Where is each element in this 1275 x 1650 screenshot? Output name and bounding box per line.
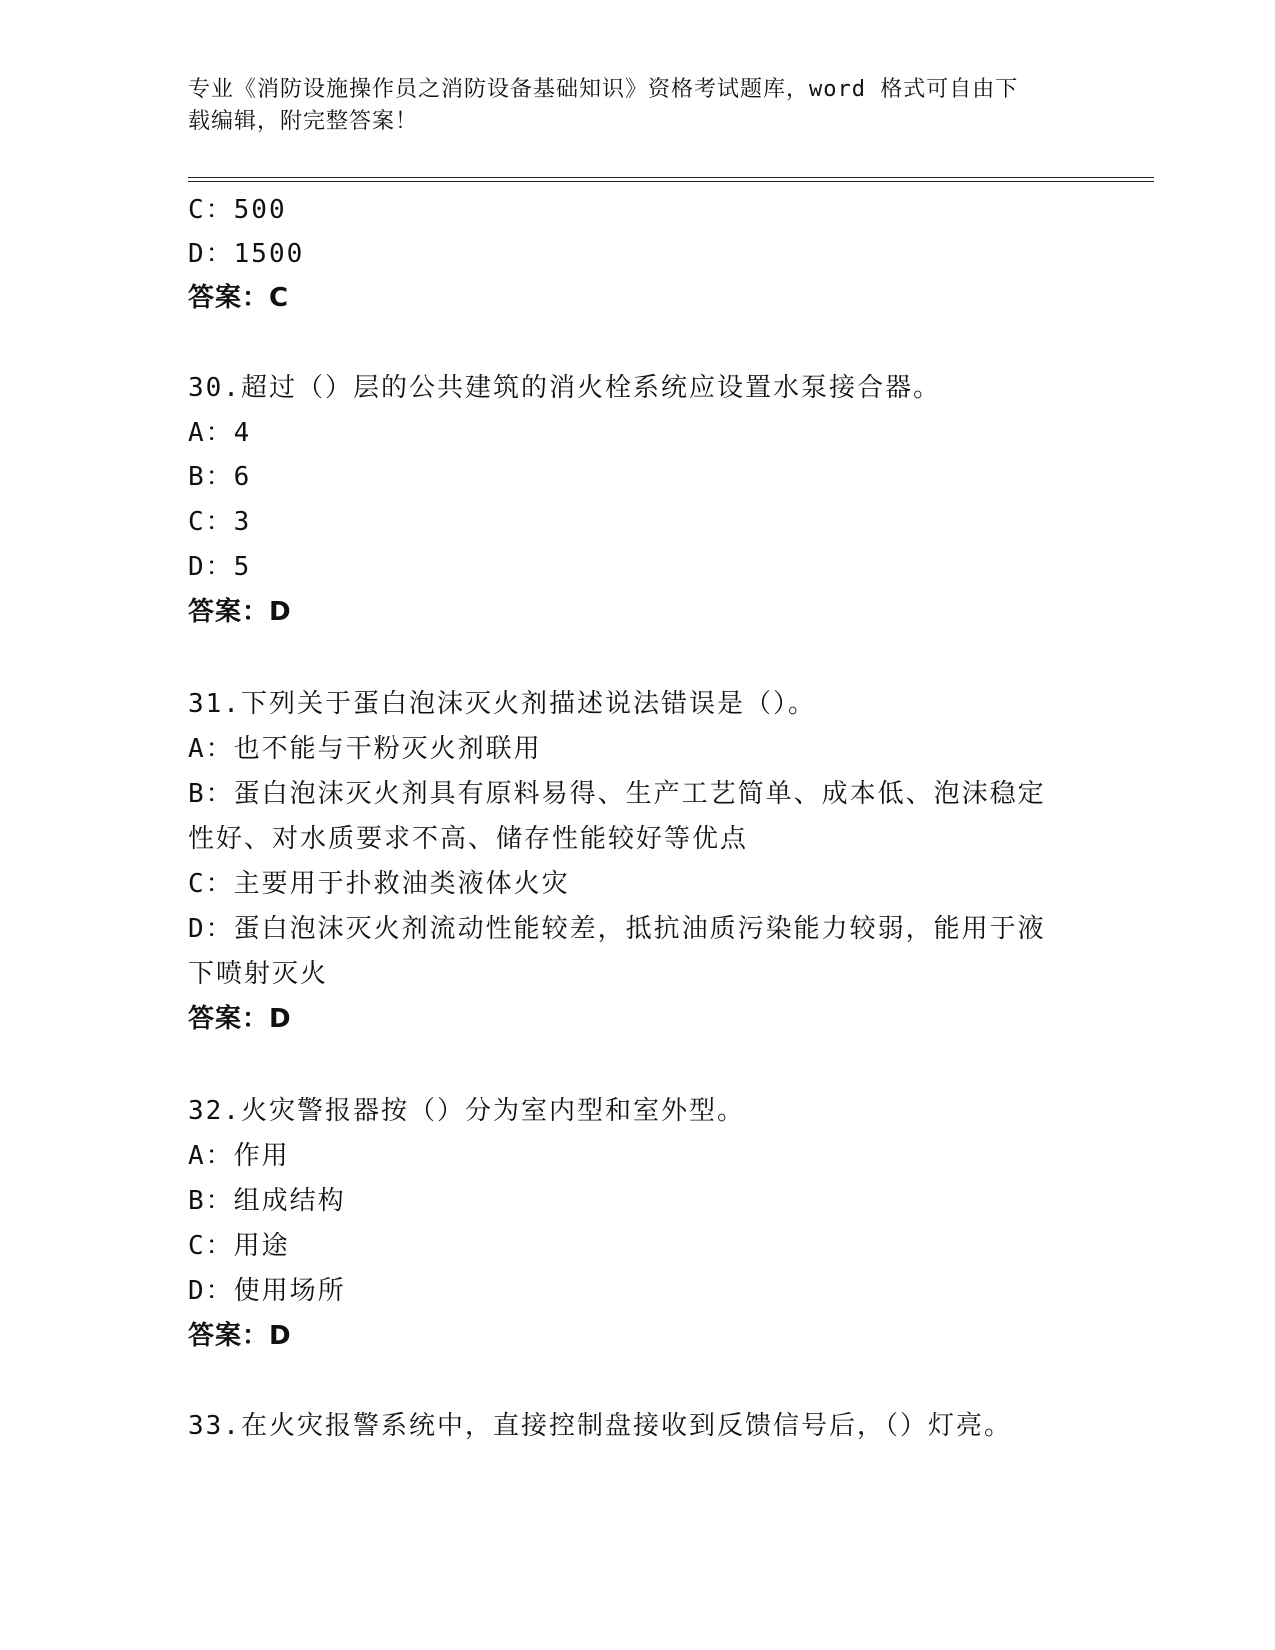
option-c: C：主要用于扑救油类液体火灾 <box>188 869 570 899</box>
option-a: A：也不能与干粉灭火剂联用 <box>188 734 542 764</box>
answer-label: 答案：D <box>188 1004 292 1034</box>
header-divider <box>188 177 1154 182</box>
question-stem: 32.火灾警报器按（）分为室内型和室外型。 <box>188 1096 745 1126</box>
question-stem: 33.在火灾报警系统中，直接控制盘接收到反馈信号后，（）灯亮。 <box>188 1411 1012 1441</box>
option-a: A：4 <box>188 418 252 448</box>
option-d-continued: 下喷射灭火 <box>188 959 329 989</box>
question-stem: 31.下列关于蛋白泡沫灭火剂描述说法错误是（）。 <box>188 689 816 719</box>
option-c: C：500 <box>188 195 287 225</box>
option-b-continued: 性好、对水质要求不高、储存性能较好等优点 <box>188 824 749 854</box>
answer-label: 答案：C <box>188 283 290 313</box>
option-d: D：5 <box>188 552 252 582</box>
option-d: D：使用场所 <box>188 1276 346 1306</box>
answer-label: 答案：D <box>188 1321 292 1351</box>
header-line-1: 专业《消防设施操作员之消防设备基础知识》资格考试题库，word 格式可自由下 <box>188 77 1019 102</box>
option-c: C：用途 <box>188 1231 290 1261</box>
option-b: B：蛋白泡沫灭火剂具有原料易得、生产工艺简单、成本低、泡沫稳定 <box>188 779 1046 809</box>
option-a: A：作用 <box>188 1141 290 1171</box>
header-line-2: 载编辑，附完整答案！ <box>188 109 419 134</box>
option-c: C：3 <box>188 507 252 537</box>
answer-label: 答案：D <box>188 597 292 627</box>
document-header <box>188 74 1088 138</box>
option-b: B：6 <box>188 462 252 492</box>
option-b: B：组成结构 <box>188 1186 346 1216</box>
option-d: D：蛋白泡沫灭火剂流动性能较差，抵抗油质污染能力较弱，能用于液 <box>188 914 1046 944</box>
option-d: D：1500 <box>188 239 305 269</box>
question-stem: 30.超过（）层的公共建筑的消火栓系统应设置水泵接合器。 <box>188 373 941 403</box>
